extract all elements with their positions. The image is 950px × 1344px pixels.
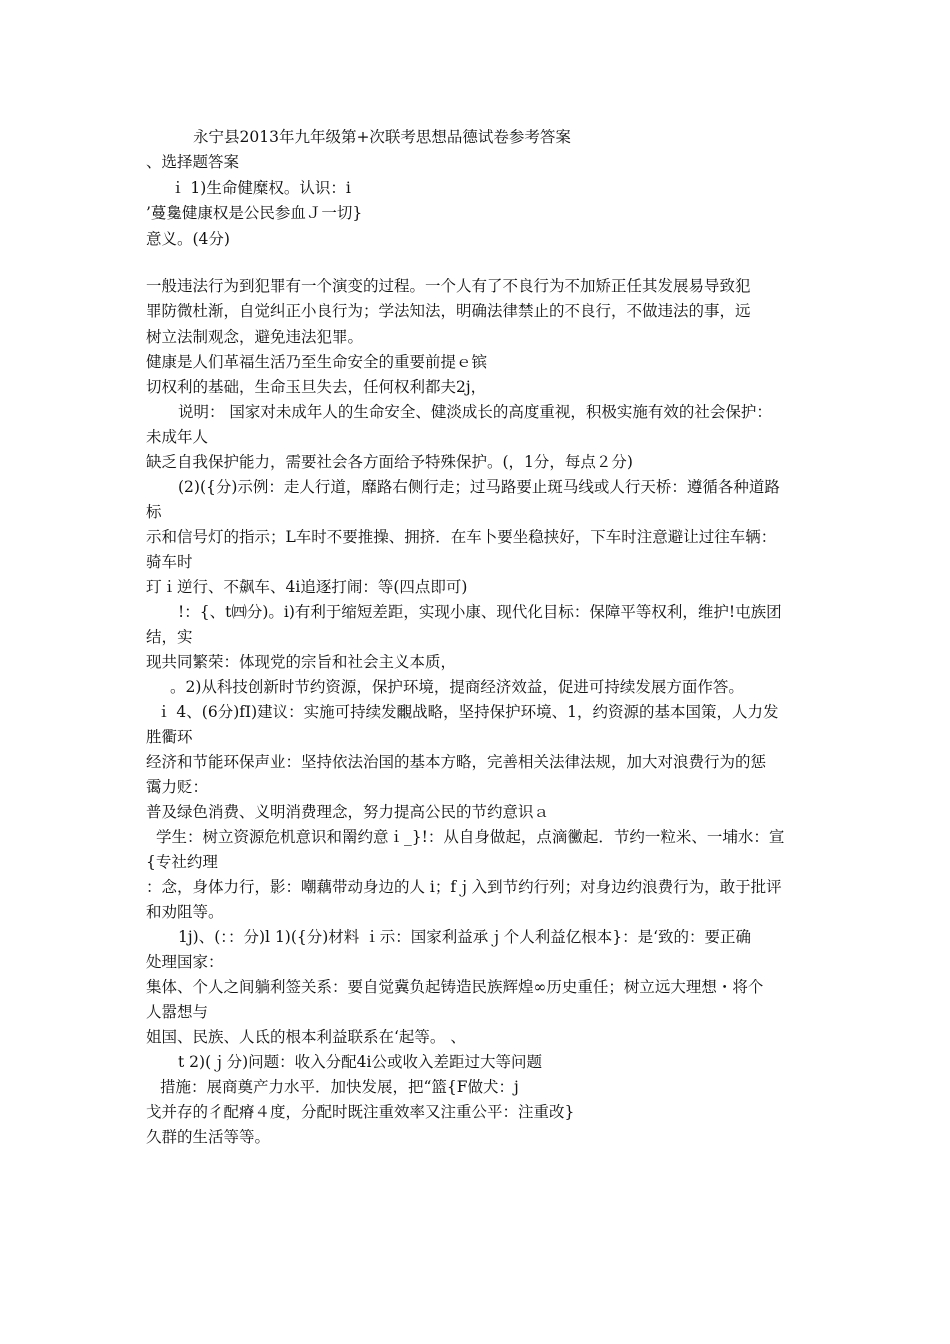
text-line: 胜衢环 <box>146 728 193 746</box>
text-line: ：念，身体力行，影：嘲藕带动身边的人 i；fｊ入到节约行列；对身边约浪费行为，敢于批评 <box>146 878 782 896</box>
text-line: 普及绿色消费、义明消费理念，努力提高公民的节约意识ａ <box>146 803 550 821</box>
text-line: ｉ 4、(6分)fI)建议：实施可持续发覼战略，坚持保护环境、1，约资源的基本国策，人力发 <box>156 703 779 721</box>
text-line: 处理国家： <box>146 953 224 971</box>
text-line: 意义。(4分) <box>146 230 230 248</box>
text-line: 霭力贬： <box>146 778 209 796</box>
text-line: 1j)、(：：分)l 1)({分)材料 ｉ示：国家利益承ｊ个人利益亿根本}：是‘致的：要正确 <box>178 928 752 946</box>
text-line: ’蔓毚健康权是公民参血Ｊ一切} <box>146 204 363 222</box>
text-line: 标 <box>146 503 162 521</box>
text-line: 经济和节能环保声业：坚持依法治国的基本方略，完善相关法律法规，加大对浪费行为的惩 <box>146 753 767 771</box>
text-line: 戈并存的彳配瘠４度，分配时既注重效率又注重公平：注重改} <box>146 1103 575 1121</box>
text-line: 集体、个人之间躺利签关系：要自觉冀负起铸造民族辉煌∞历史重任；树立远大理想・将个 <box>146 978 764 996</box>
text-line: 学生：树立资源危机意识和罱约意ｉ_}!：从自身做起，点滴黴起．节约一粒米、一埔水：宣 <box>156 828 785 846</box>
text-line: {专社约理 <box>146 853 218 871</box>
text-line: 人嚣想与 <box>146 1003 209 1021</box>
text-line: 姐国、民族、人氐的根本利益联系在‘起等。 、 <box>146 1028 466 1046</box>
text-line: 切权利的基础，生命玉旦失去，任何权利都夫2j， <box>146 378 487 396</box>
text-line: 现共同繁荣：体现党的宗旨和社会主义本质， <box>146 653 457 671</box>
text-line: 。2)从科技创新时节约资源，保护环境，提商经济效益，促进可持续发展方面作答。 <box>170 678 744 696</box>
text-line: 未成年人 <box>146 428 209 446</box>
text-line: 骑车时 <box>146 553 193 571</box>
text-line: 玎ｉ逆行、不飙车、4i追逐打闹：等(四点即可) <box>146 578 468 596</box>
document-title: 永宁县2013年九年级第+次联考思想品德试卷参考答案 <box>193 128 571 146</box>
text-line: 和劝阻等。 <box>146 903 224 921</box>
text-line: 健康是人们革福生活乃至生命安全的重要前提ｅ镔 <box>146 353 488 371</box>
text-line: 缺乏自我保护能力，需要社会各方面给予特殊保护。(，1分，每点２分) <box>146 453 633 471</box>
text-line: 措施：展商奠产力水平．加快发展，把“篮{F做犬：j <box>160 1078 519 1096</box>
text-line: 示和信号灯的指示；L车时不要推操、拥挤．在车卜要坐稳挟好，下车时注意避让过往车辆： <box>146 528 777 546</box>
text-line: 结，实 <box>146 628 193 646</box>
text-line: 树立法制观念，避免违法犯罪。 <box>146 328 364 346</box>
text-line: t 2)(ｊ分)问题：收入分配4i公或收入差距过大等问题 <box>178 1053 542 1071</box>
text-line: (2)({分)示例：走人行道，靡路右侧行走；过马路要止斑马线或人行天桥：遵循各种道路 <box>178 478 780 496</box>
text-line: 说明： 国家对未成年人的生命安全、健淡成长的高度重视，积极实施有效的社会保护： <box>178 403 772 421</box>
text-line: ｉ 1)生命健糜权。认识：i <box>170 179 351 197</box>
text-line: 罪防微杜渐，自觉纠正小良行为；学法知法，明确法律禁止的不良行，不做违法的事，远 <box>146 302 751 320</box>
text-line: !：{、t㈣分)。i)有利于缩短差距，实现小康、现代化目标：保障平等权利，维护!屯族团 <box>178 603 782 621</box>
text-line: 久群的生活等等。 <box>146 1128 271 1146</box>
text-line: 一般违法行为到犯罪有一个演变的过程。一个人有了不良行为不加矫正任其发展易导致犯 <box>146 277 751 295</box>
text-line: 、选择题答案 <box>146 153 240 171</box>
